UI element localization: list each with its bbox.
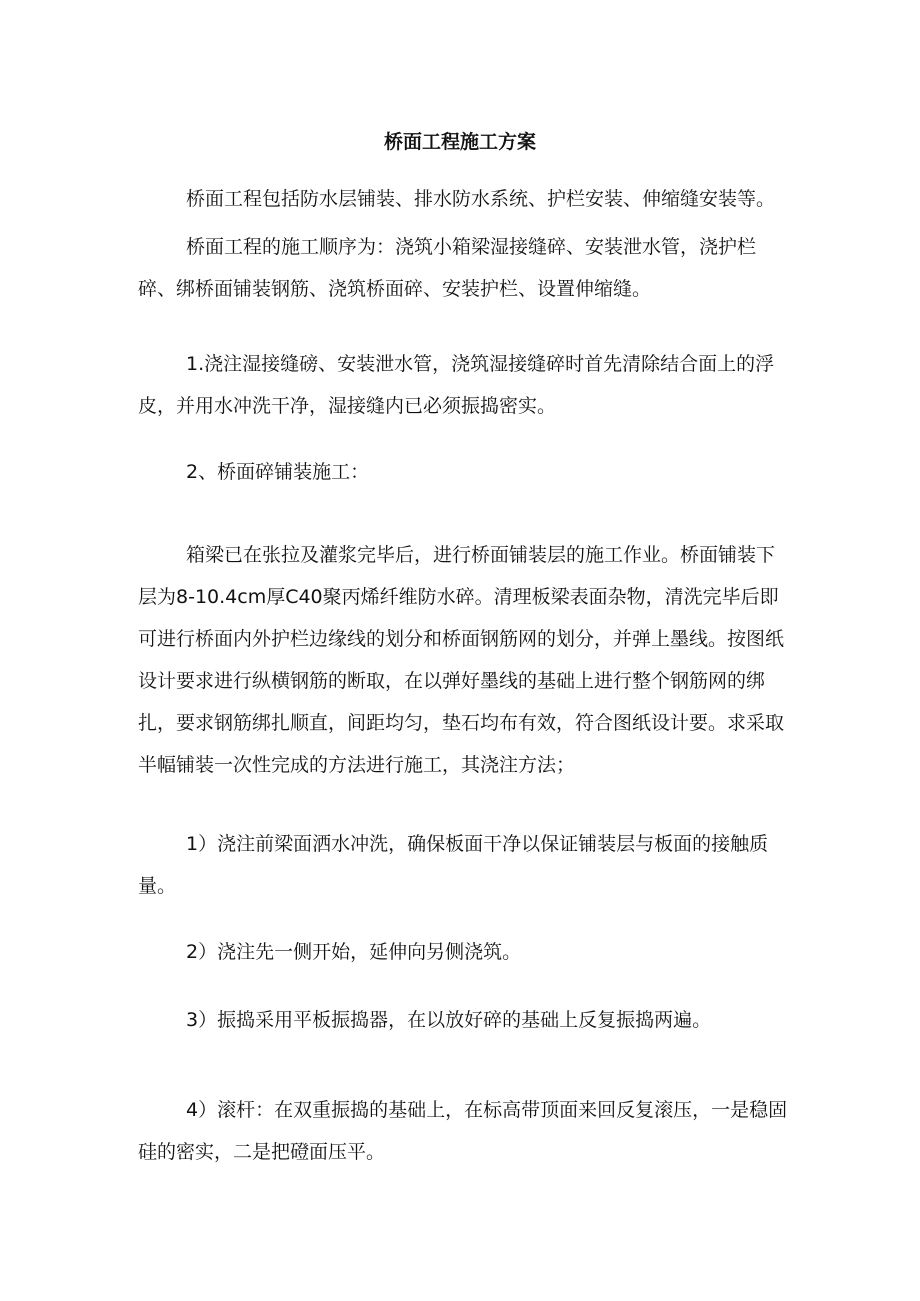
paragraph-substep-2: 2）浇注先一侧开始，延伸向另侧浇筑。 [186, 941, 522, 963]
paragraph-step-1: 1.浇注湿接缝磅、安装泄水管，浇筑湿接缝碎时首先清除结合面上的浮皮，并用水冲洗干净，湿接缝内已必须振捣密实。 [138, 353, 775, 417]
document-title: 桥面工程施工方案 [383, 131, 536, 153]
paragraph-scope: 桥面工程包括防水层铺装、排水防水系统、护栏安装、伸缩缝安装等。 [186, 188, 776, 210]
paragraph-substep-3: 3）振捣采用平板振捣器，在以放好碎的基础上反复振捣两遍。 [186, 1009, 712, 1031]
paragraph-sequence: 桥面工程的施工顺序为：浇筑小箱梁湿接缝碎、安装泄水管，浇护栏碎、绑桥面铺装钢筋、浇筑桥面碎、安装护栏、设置伸缩缝。 [138, 236, 757, 300]
paragraph-substep-4: 4）滚杆：在双重振捣的基础上，在标高带顶面来回反复滚压，一是稳固硅的密实，二是把磴面压平。 [138, 1099, 788, 1163]
paragraph-step-2-heading: 2、桥面碎铺装施工： [186, 461, 370, 483]
paragraph-deck-paving: 箱梁已在张拉及灌浆完毕后，进行桥面铺装层的施工作业。桥面铺装下层为8-10.4cm厚C40聚丙烯纤维防水碎。清理板梁表面杂物，清洗完毕后即可进行桥面内外护栏边缘线的划分和桥面钢筋网的划分，并弹上墨线。按图纸设计要求进行纵横钢筋的断取，在以弹好墨线的基础上进行整个钢筋网的绑扎，要求钢筋绑扎顺直，间距均匀，垫石均布有效，符合图纸设计要。求采取半幅铺装一次性完成的方法进行施工，其浇注方法； [138, 544, 785, 776]
paragraph-substep-1: 1）浇注前梁面洒水冲洗，确保板面干净以保证铺装层与板面的接触质量。 [138, 833, 769, 897]
